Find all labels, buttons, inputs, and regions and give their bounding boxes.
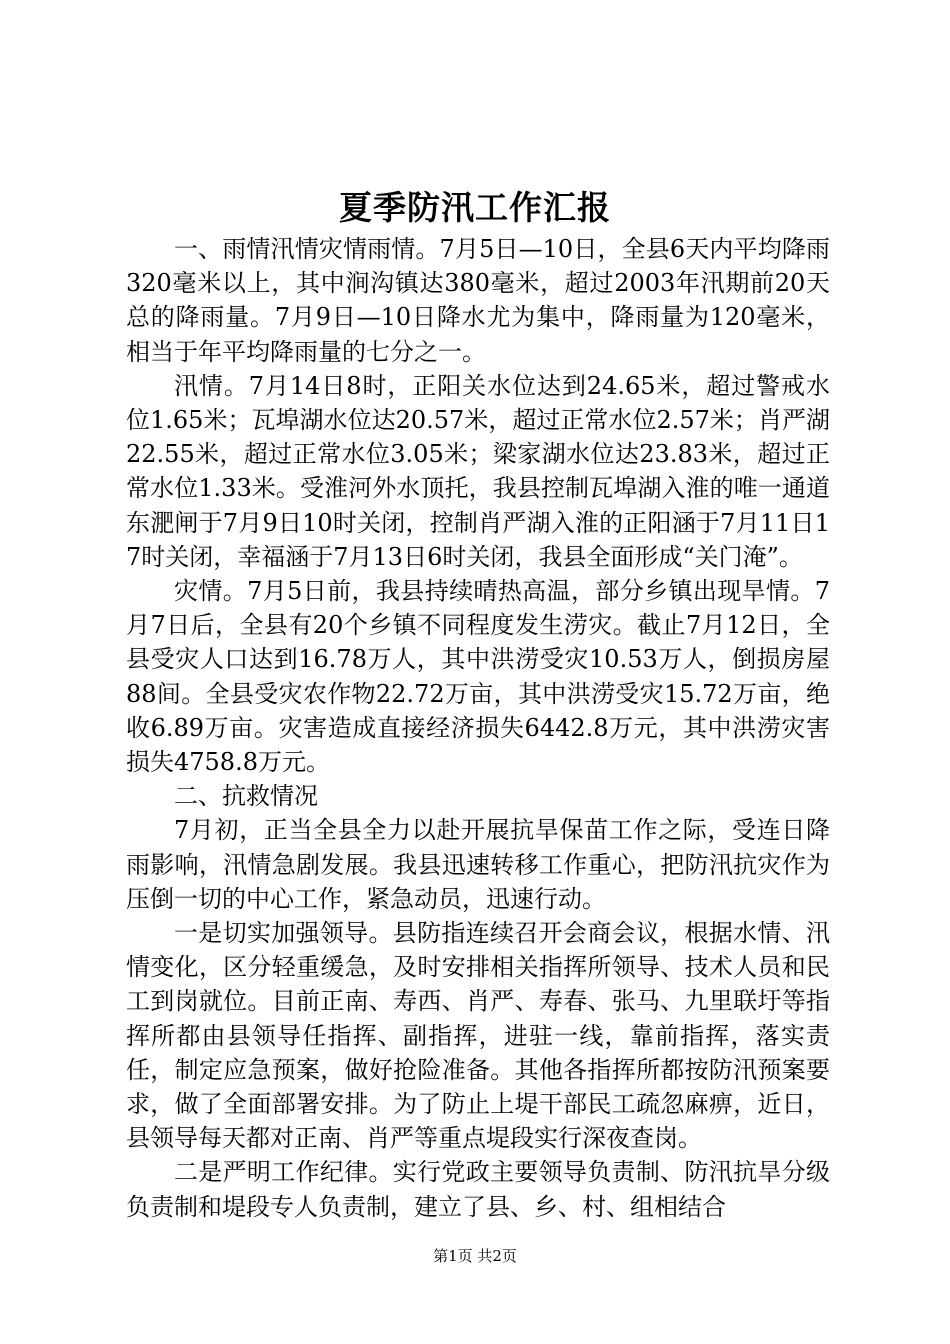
paragraph-disaster-situation: 灾情。7月5日前，我县持续晴热高温，部分乡镇出现旱情。7月7日后，全县有20个乡镇不同程度发生涝灾。截止7月12日，全县受灾人口达到16.78万人，其中洪涝受灾10.53万人，倒损房屋88间。全县受灾农作物22.72万亩，其中洪涝受灾15.72万亩，绝收6.89万亩。灾害造成直接经济损失6442.8万元，其中洪涝灾害损失4758.8万元。 — [126, 577, 830, 777]
document-title: 夏季防汛工作汇报 — [339, 188, 611, 227]
section-heading-rescue: 二、抗救情况 — [174, 782, 318, 811]
paragraph-discipline: 二是严明工作纪律。实行党政主要领导负责制、防汛抗旱分级负责制和堤段专人负责制，建立了县、乡、村、组相结合 — [126, 1158, 830, 1221]
paragraph-flood-situation: 汛情。7月14日8时，正阳关水位达到24.65米，超过警戒水位1.65米；瓦埠湖水位达20.57米，超过正常水位2.57米；肖严湖22.55米，超过正常水位3.05米；梁家湖水位达23.83米，超过正常水位1.33米。受淮河外水顶托，我县控制瓦埠湖入淮的唯一通道东淝闸于7月9日10时关闭，控制肖严湖入淮的正阳涵于7月11日17时关闭，幸福涵于7月13日6时关闭，我县全面形成“关门淹”。 — [126, 371, 830, 571]
paragraph-leadership: 一是切实加强领导。县防指连续召开会商会议，根据水情、汛情变化，区分轻重缓急，及时安排相关指挥所领导、技术人员和民工到岗就位。目前正南、寿西、肖严、寿春、张马、九里联圩等指挥所都由县领导任指挥、副指挥，进驻一线，靠前指挥，落实责任，制定应急预案，做好抢险准备。其他各指挥所都按防汛预案要求，做了全面部署安排。为了防止上堤干部民工疏忽麻痹，近日，县领导每天都对正南、肖严等重点堤段实行深夜查岗。 — [126, 919, 830, 1153]
paragraph-rain-situation: 一、雨情汛情灾情雨情。7月5日—10日，全县6天内平均降雨320毫米以上，其中涧沟镇达380毫米，超过2003年汛期前20天总的降雨量。7月9日—10日降水尤为集中，降雨量为120毫米，相当于年平均降雨量的七分之一。 — [126, 235, 830, 366]
paragraph-rescue-intro: 7月初，正当全县全力以赴开展抗旱保苗工作之际，受连日降雨影响，汛情急剧发展。我县迅速转移工作重心，把防汛抗灾作为压倒一切的中心工作，紧急动员，迅速行动。 — [126, 816, 830, 913]
page-footer: 第1页 共2页 — [433, 1247, 517, 1265]
document-body — [126, 232, 830, 1224]
